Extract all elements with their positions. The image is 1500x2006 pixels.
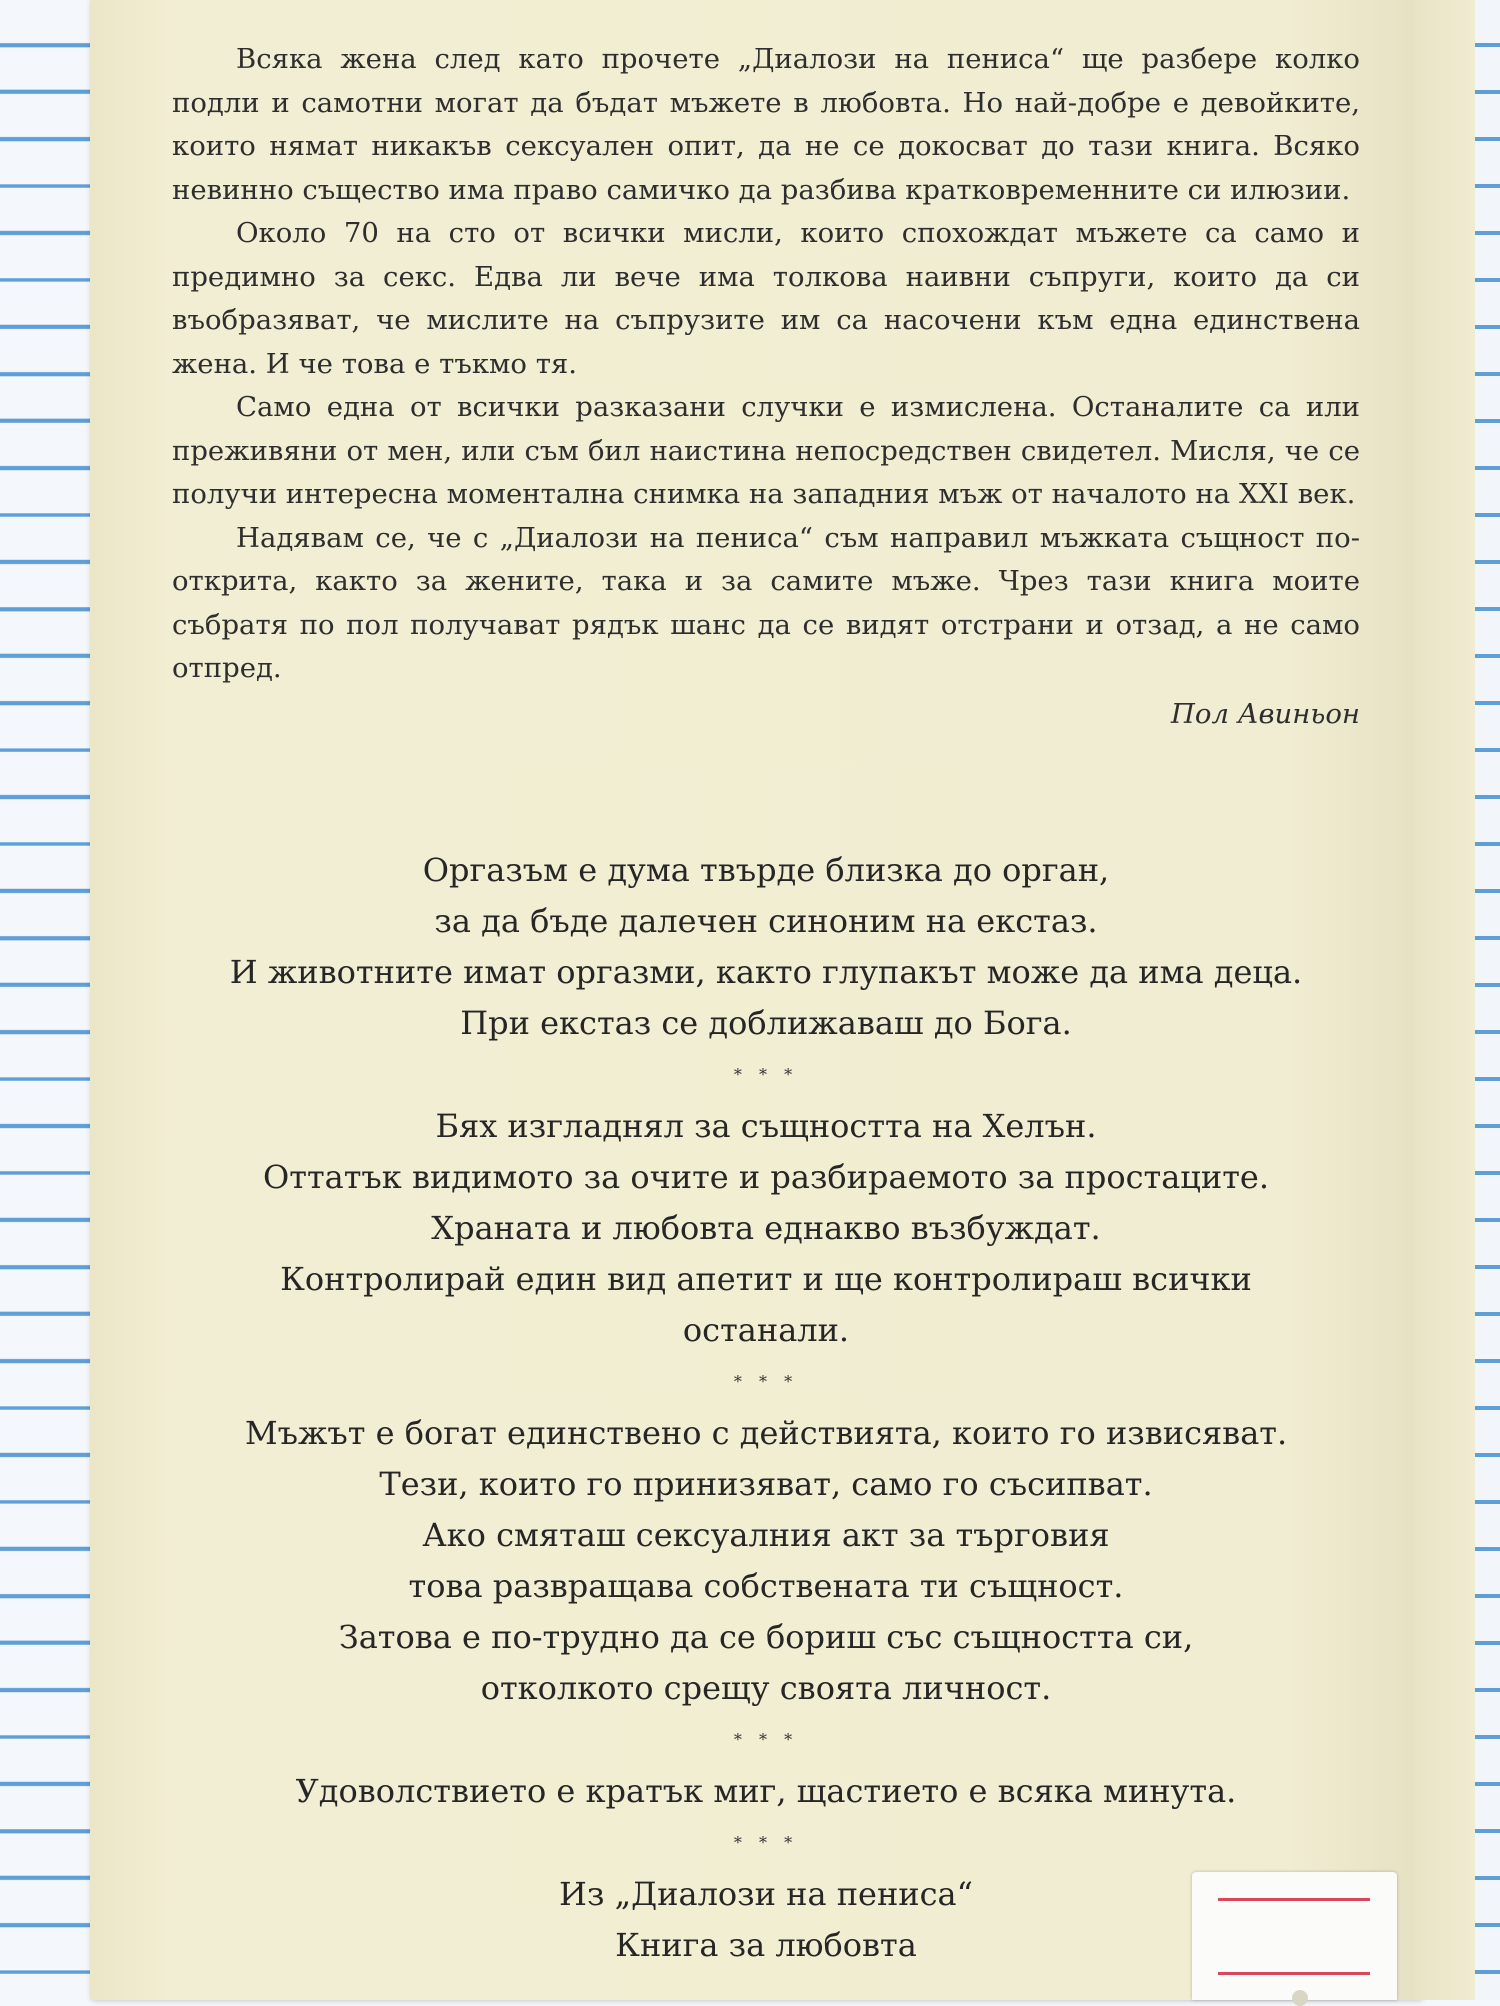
quotes-section [172, 845, 1360, 1971]
cover-flap-edge [1415, 0, 1475, 2000]
sticker-line [1218, 1972, 1370, 1975]
poem-line: Мъжът е богат единствено с действията, които го извисяват. [244, 1414, 1288, 1452]
book-credit [172, 1869, 1360, 1971]
stanza [172, 845, 1360, 1049]
separator: * * * [733, 1730, 799, 1749]
sticker-hole [1292, 1990, 1308, 2006]
poem-line: за да бъде далечен синоним на екстаз. [434, 902, 1098, 940]
preface-text [172, 38, 1360, 736]
poem-line: Ако смяташ сексуалния акт за търговия [422, 1516, 1110, 1554]
separator: * * * [733, 1833, 799, 1852]
poem-line: отколкото срещу своята личност. [480, 1669, 1052, 1707]
poem-line: При екстаз се доближаваш до Бога. [460, 1004, 1072, 1042]
paragraph: Само една от всички разказани случки е измислена. Останалите са или преживяни от мен, или съм бил наистина непосредствен свидетел. Мисля, че се получи интересна моментална снимка на западния мъж от началото на XXI век. [172, 391, 1360, 510]
credit-source: Из „Диалози на пениса“ [559, 1875, 973, 1913]
poem-line: Бях изгладнял за същността на Хелън. [435, 1107, 1097, 1145]
paragraph: Надявам се, че с „Диалози на пениса“ съм направил мъжката същност по-открита, както за жените, така и за самите мъже. Чрез тази книга моите събратя по пол получават рядък шанс да се видят отстрани и отзад, а не само отпред. [172, 521, 1360, 684]
poem-line: Удоволствието е кратък миг, щастието е всяка минута. [295, 1772, 1237, 1810]
sticker-line [1218, 1898, 1370, 1901]
stanza [172, 1766, 1360, 1817]
author-signature: Пол Авиньон [1170, 697, 1360, 730]
paragraph: Около 70 на сто от всички мисли, които спохождат мъжете са само и предимно за секс. Едва ли вече има толкова наивни съпруги, които да си въобразяват, че мислите на съпрузите им са насочени към една единствена жена. И че това е тъкмо тя. [172, 217, 1360, 380]
poem-line: Тези, които го принизяват, само го съсипват. [379, 1465, 1153, 1503]
poem-line: Контролирай един вид апетит и ще контролираш всички [280, 1260, 1252, 1298]
stanza [172, 1408, 1360, 1714]
separator: * * * [733, 1065, 799, 1084]
credit-subtitle: Книга за любовта [615, 1926, 917, 1964]
paragraph: Всяка жена след като прочете „Диалози на пениса“ ще разбере колко подли и самотни могат да бъдат мъжете в любовта. Но най-добре е девойките, които нямат никакъв сексуален опит, да не се докосват до тази книга. Всяко невинно същество има право самичко да разбива кратковременните си илюзии. [172, 43, 1360, 206]
poem-line: Затова е по-трудно да се бориш със същността си, [338, 1618, 1194, 1656]
poem-line: И животните имат оргазми, както глупакът може да има деца. [229, 953, 1303, 991]
poem-line: Оргазъм е дума твърде близка до орган, [422, 851, 1110, 889]
poem-line: Храната и любовта еднакво възбуждат. [431, 1209, 1101, 1247]
stanza [172, 1101, 1360, 1356]
poem-line: останали. [682, 1311, 850, 1349]
poem-line: Оттатък видимото за очите и разбираемото за простаците. [263, 1158, 1269, 1196]
separator: * * * [733, 1372, 799, 1391]
price-sticker [1192, 1872, 1397, 2000]
poem-line: това развращава собствената ти същност. [408, 1567, 1124, 1605]
